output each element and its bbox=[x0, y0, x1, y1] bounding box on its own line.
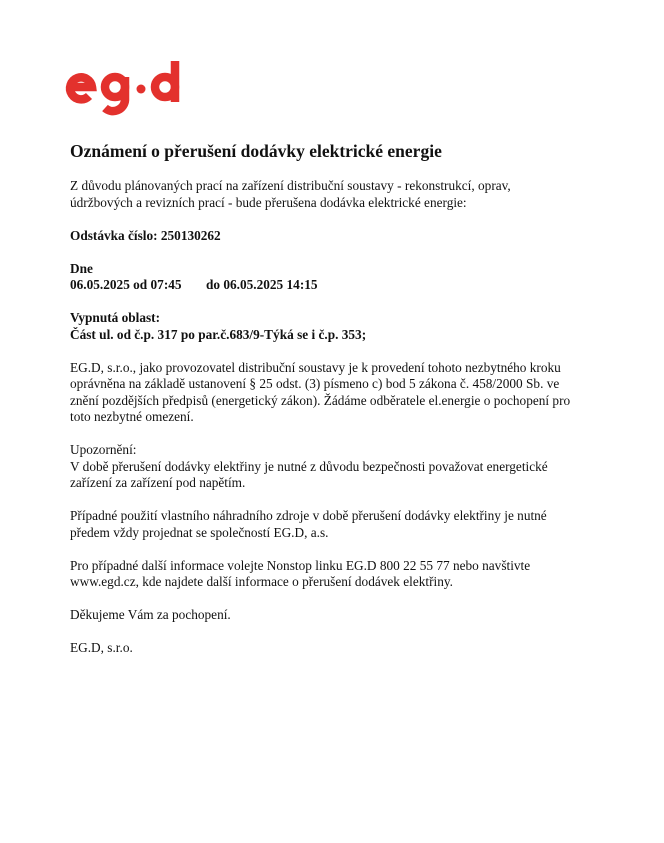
signature: EG.D, s.r.o. bbox=[70, 640, 133, 655]
date-label: Dne bbox=[70, 260, 93, 276]
notice-document bbox=[70, 140, 600, 657]
egd-logo bbox=[62, 56, 192, 120]
thanks-text: Děkujeme Vám za pochopení. bbox=[70, 607, 231, 622]
info-line-1: Pro případné další informace volejte Nonstop linku EG.D 800 22 55 77 nebo navštivte bbox=[70, 557, 531, 573]
intro-line-2: údržbových a revizních prací - bude přerušena dodávka elektrické energie: bbox=[70, 194, 467, 210]
warning-label: Upozornění: bbox=[70, 442, 137, 457]
date-to: do 06.05.2025 14:15 bbox=[206, 277, 318, 292]
date-from: 06.05.2025 od 07:45 bbox=[70, 277, 182, 292]
generator-line-2: předem vždy projednat se společností EG.D, a.s. bbox=[70, 524, 329, 540]
legal-line-4: toto nezbytné omezení. bbox=[70, 409, 194, 424]
warning-line-1: V době přerušení dodávky elektřiny je nutné z důvodu bezpečnosti považovat energetické bbox=[70, 458, 548, 474]
legal-line-3: znění pozdějších předpisů (energetický zákon). Žádáme odběratele el.energie o pochopení pro bbox=[70, 392, 571, 408]
generator-line-1: Případné použití vlastního náhradního zdroje v době přerušení dodávky elektřiny je nutné bbox=[70, 508, 547, 523]
legal-line-1: EG.D, s.r.o., jako provozovatel distribuční soustavy je k provedení tohoto nezbytného kroku bbox=[70, 359, 561, 375]
outage-number: Odstávka číslo: 250130262 bbox=[70, 227, 221, 243]
info-line-2: www.egd.cz, kde najdete další informace o přerušení dodávek elektřiny. bbox=[70, 574, 453, 589]
area-label: Vypnutá oblast: bbox=[70, 310, 161, 325]
area-value: Část ul. od č.p. 317 po par.č.683/9-Týká se i č.p. 353; bbox=[70, 326, 367, 342]
date-range bbox=[70, 277, 600, 294]
intro-line-1: Z důvodu plánovaných prací na zařízení distribuční soustavy - rekonstrukcí, oprav, bbox=[70, 178, 511, 193]
notice-title: Oznámení o přerušení dodávky elektrické energie bbox=[70, 141, 442, 161]
legal-line-2: oprávněna na základě ustanovení § 25 odst. (3) písmeno c) bod 5 zákona č. 458/2000 Sb. ve bbox=[70, 376, 560, 391]
warning-line-2: zařízení za zařízení pod napětím. bbox=[70, 475, 246, 490]
